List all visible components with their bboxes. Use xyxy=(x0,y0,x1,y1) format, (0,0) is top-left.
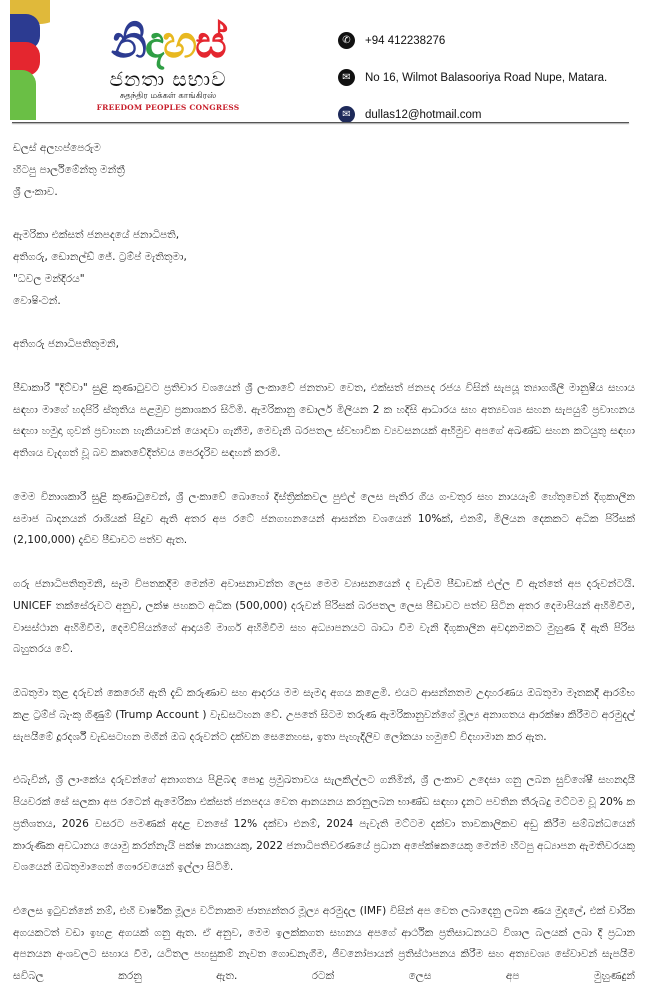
contact-address xyxy=(338,59,638,96)
logo-tamil-name: சுதந்திர மக்கள் காங்கிரஸ் xyxy=(119,91,217,101)
recipient-line: ඇමරිකා එක්සත් ජනපදයේ ජනාධිපති, xyxy=(13,229,180,242)
logo-mark-char: නි xyxy=(111,17,145,68)
body-paragraph: මෙම විනාශකාරී සුළි කුණාටුවෙන්, ශ්‍රී ලංකාවේ බොහෝ දිස්ත්‍රික්කවල පුළුල් ලෙස පැතිර ගිය ගංවතුර සහ නායයෑම් හේතුවෙන් දිගුකාලීන සමාජ බාදනයන් රාශියක් සිදුව ඇති අතර අප රටේ ජනගහනයෙන් ආසන්න වශයෙන් 10%ක්, එනම්, මිලියන දෙකකට අධික පිරිසක් (2,100,000) දැඩිව පීඩාවට පත්ව ඇත. xyxy=(13,490,635,547)
body-paragraph: ඔබතුමා තුළ දරුවන් කෙරෙහි ඇති දැඩි කරුණාව සහ ආදරය මම සැමදා අගය කළෙමි. එයට ආසන්නතම උදාහරණය ඔබතුමා මෑතකදී ආරම්භ කළ ට්‍රම්ප් බැංකු ගිණුම් (Trump Account ) වැඩසටහන වේ. උපතේ සිටම තරුණ ඇමරිකානුවන්ගේ මූල්‍ය අනාගතය ආරක්ෂා කිරීමට අරමුදල් සැපයීමේ දූරදර්ශී වැඩසටහන මගින් ඔබ දරුවන්ට දක්වන සෙනෙහස, ඉතා පැහැදිලිව ලෝකයා හමුවේ විදහාමාන කර ඇත. xyxy=(13,686,635,743)
phone-number: +94 412238276 xyxy=(365,34,446,47)
recipient-line: වොෂිංටන්. xyxy=(13,294,61,307)
party-logo xyxy=(88,14,248,114)
recipient-line: අතිගරු, ඩොනල්ඩ් ජේ. ට්‍රම්ප් මැතිතුමා, xyxy=(13,250,187,263)
logo-color-stripes xyxy=(10,0,50,120)
sender-country: ශ්‍රී ලංකාව. xyxy=(13,185,58,198)
body-paragraph: ගරු ජනාධිපතිතුමනි, සෑම විපතකදීම මෙන්ම අවාසනාවන්ත ලෙස මෙම ව්‍යාසනයෙන් ද වැඩිම පීඩාවක් එල්ල වී ඇත්තේ අප දරුවන්ටයි. UNICEF තක්සේරුවට අනුව, ලක්ෂ පහකට අධික (500,000) දරුවන් පිරිසක් බරපතල ලෙස පීඩාවට පත්ව සිටින අතර දෙමාපියන් අහිමිවීම, වාසස්ථාන අහිමිවීම, දෙමව්පියන්ගේ ආදායම් මාර්ග අහිමිවීම සහ අධ්‍යාපනයට බාධා වීම වැනි දිගුකාලීන අවදානමකට මුහුණ දී ඇති පිරිස බහුතරය වේ. xyxy=(13,577,635,656)
sender-title: හිටපු පාර්ලිමේන්තු මන්ත්‍රී xyxy=(13,163,125,176)
contact-phone xyxy=(338,22,638,59)
phone-icon: ✆ xyxy=(338,32,355,49)
sender-name: ඩලස් අලහප්පෙරුම xyxy=(13,142,101,154)
sender-block xyxy=(13,138,635,203)
email-address: dullas12@hotmail.com xyxy=(365,108,482,121)
letter-body xyxy=(13,138,635,988)
body-paragraph: එලෙස ඉටුවන්නේ නම්, එහි වාර්ෂික මූල්‍ය වටිනාකම ජාත්‍යන්තර මූල්‍ය අරමුදල (IMF) විසින් අප වෙත ලබාදෙනු ලබන ණය මුදලේ, එක් වාරික අගයකටත් වඩා ඉහළ අගයක් ගනු ඇත. ඒ අනුව, මෙම ඉලක්කගත සහනය අපගේ ආර්ථික ප්‍රතිසාධනයට විශාල බලයක් ලබා දී ප්‍රධාන අපනයන අංශවලට සහාය වීම, යටිතල පහසුකම් නැවත ගොඩනැගීම, ජීවනෝපායන් ප්‍රතිස්ථාපනය කිරීම සහ අත්‍යවශ්‍ය සේවාවන් සැපයීම සවිබල කරනු ඇත. රටක් ලෙස අප මුහුණදුන් xyxy=(13,904,635,983)
body-paragraph: පීඩාකාරී "දිට්වා" සුළි කුණාටුවට ප්‍රතිචාර වශයෙන් ශ්‍රී ලංකාවේ ජනතාව වෙත, එක්සත් ජනපද රජය විසින් සැපයූ ත්‍යාගශීලී මානුෂීය සහාය සඳහා මාගේ හදපිරි ස්තුතිය පළමුව ප්‍රකාශකර සිටිමි. ඇමරිකානු ඩොලර් මිලියන 2 ක හදිසි ආධාරය සහ අත්‍යවශ්‍ය සහන සැපයුම් ප්‍රවාහනය සඳහා හමුදා ගුවන් ප්‍රවාහන හැකියාවන් යොදවා ගැනීම, මෙවැනි බරපතල ස්වභාවික ව්‍යවසනයක් අභිමුව අපගේ අඛණ්ඩ සහන කටයුතු සඳහා අතිශය වැදගත් වූ බව කෘතවේදිත්වය පෙරදැරිව සඳහන් කරමි. xyxy=(13,381,635,460)
salutation: අතිගරු ජනාධිපතිතුමනි, xyxy=(13,338,119,351)
logo-english-name: FREEDOM PEOPLES CONGRESS xyxy=(96,103,240,112)
logo-mark-char: ස් xyxy=(195,17,225,68)
recipient-line: "ධවල මන්දිරය" xyxy=(13,272,85,285)
contact-block xyxy=(338,22,638,133)
letterhead xyxy=(0,0,650,125)
contact-email xyxy=(338,96,638,133)
recipient-block xyxy=(13,225,635,312)
logo-sinhala-name: ජනතා සභාව xyxy=(109,67,227,91)
address: No 16, Wilmot Balasooriya Road Nupe, Matara. xyxy=(365,71,608,84)
logo-mark-char: හ xyxy=(162,17,196,68)
green-stripe xyxy=(10,70,36,120)
logo-mark-char: ද xyxy=(144,17,163,68)
header-divider xyxy=(12,122,629,123)
body-paragraph: එබැවින්, ශ්‍රී ලාංකේය දරුවන්ගේ අනාගතය පිළිබඳ පොදු ප්‍රමුඛතාවය සැලකිල්ලට ගනිමින්, ශ්‍රී ලංකාව උදෙසා ගනු ලබන සුවිශේෂී සහනදායී පියවරක් සේ සලකා අප රටෙන් ඇමෙරිකා එක්සත් ජනපදය වෙත ආනයනය කරනුලබන භාණ්ඩ සඳහා දැනට පවතින තීරුබදු මට්ටම වූ 20% ක ප්‍රතිශතය, 2026 වසරට පමණක් අදාළ වනසේ 12% දක්වා එනම්, 2024 පැවැති මට්ටම දක්වා තාවකාලිකව අඩු කිරීම සම්බන්ධයෙන් කාරුණික අවධානය යොමු කරන්නැයි පක්ෂ නායකයකු, 2022 ජනාධිපතිවරණයේ ප්‍රධාන අපේක්ෂකයෙකු මෙන්ම හිටපු අධ්‍යාපන ඇමතිවරයකු වශයෙන් ඔබතුමාගෙන් ගෞරවයෙන් ඉල්ලා සිටිමි. xyxy=(13,774,635,874)
envelope-icon: ✉ xyxy=(338,69,355,86)
logo-mark xyxy=(88,14,248,68)
mail-icon: ✉ xyxy=(338,106,355,123)
